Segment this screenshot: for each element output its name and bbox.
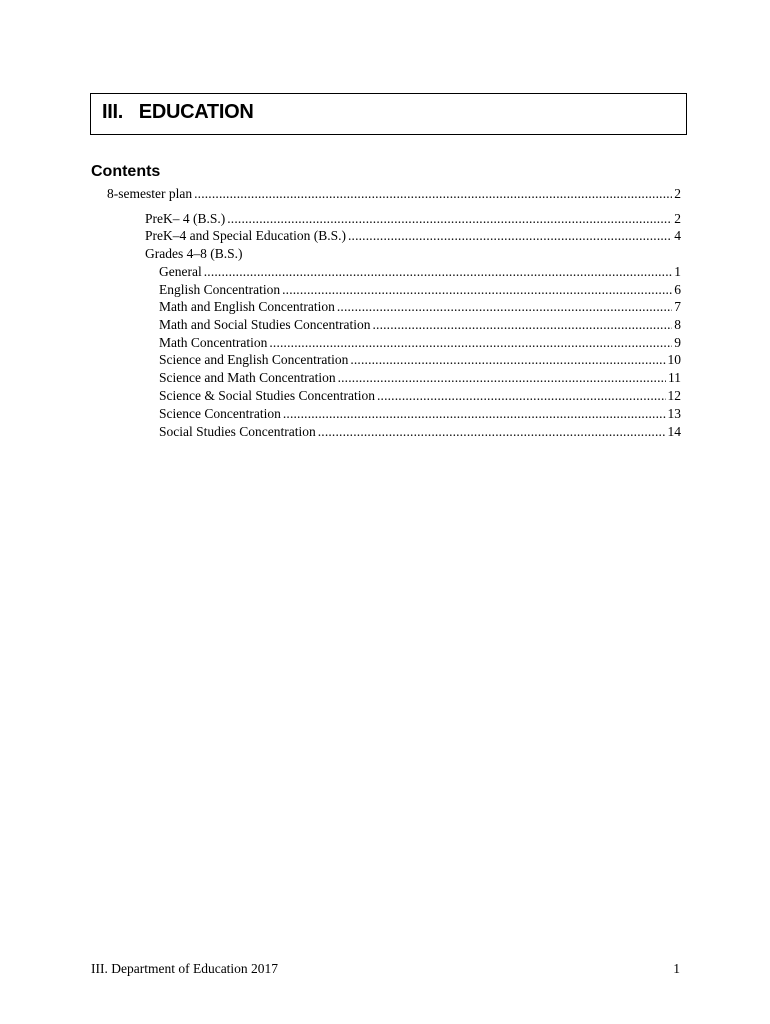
toc-leader-dots <box>282 281 672 299</box>
toc-entry-math[interactable] <box>159 334 681 352</box>
contents-heading: Contents <box>91 163 161 180</box>
toc-entry-page: 2 <box>674 211 681 226</box>
toc-entry-math-english[interactable] <box>159 298 681 316</box>
toc-entry-science-social-studies[interactable] <box>159 387 681 405</box>
footer-text: III. Department of Education 2017 <box>91 961 279 976</box>
toc-entry-semester-plan[interactable] <box>107 185 681 203</box>
toc-leader-dots <box>337 298 672 316</box>
toc-leader-dots <box>348 227 672 245</box>
toc-leader-dots <box>338 369 666 387</box>
toc-entry-math-social-studies[interactable] <box>159 316 681 334</box>
toc-entry-page: 9 <box>674 335 681 350</box>
toc-entry-page: 4 <box>674 228 681 243</box>
toc-entry-page: 13 <box>667 406 681 421</box>
toc-entry-label: Science & Social Studies Concentration <box>159 388 375 403</box>
toc-leader-dots <box>269 334 672 352</box>
section-title-box <box>90 93 687 135</box>
toc-entry-label: Math and English Concentration <box>159 299 335 314</box>
toc-leader-dots <box>318 423 666 441</box>
footer-page-number: 1 <box>673 961 680 976</box>
toc-entry-label: 8-semester plan <box>107 186 193 201</box>
toc-entry-label: General <box>159 264 202 279</box>
toc-entry-science-english[interactable] <box>159 351 681 369</box>
toc-leader-dots <box>372 316 672 334</box>
toc-leader-dots <box>377 387 666 405</box>
section-title: III. EDUCATION <box>102 101 254 123</box>
toc-leader-dots <box>350 351 665 369</box>
toc-entry-page: 1 <box>674 264 681 279</box>
toc-entry-label: Science and Math Concentration <box>159 370 336 385</box>
toc-leader-dots <box>204 263 673 281</box>
toc-leader-dots <box>283 405 666 423</box>
toc-entry-label: PreK–4 and Special Education (B.S.) <box>145 228 346 243</box>
toc-entry-page: 7 <box>674 299 681 314</box>
toc-entry-page: 11 <box>668 370 681 385</box>
toc-entry-label: English Concentration <box>159 282 281 297</box>
toc-entry-science[interactable] <box>159 405 681 423</box>
toc-entry-label: Science Concentration <box>159 406 281 421</box>
toc-grades48-heading: Grades 4–8 (B.S.) <box>145 246 243 261</box>
toc-entry-prek4-special-ed[interactable] <box>145 227 681 245</box>
toc-entry-label: PreK– 4 (B.S.) <box>145 211 226 226</box>
toc-entry-page: 10 <box>667 352 681 367</box>
toc-entry-page: 12 <box>667 388 681 403</box>
toc-entry-page: 8 <box>674 317 681 332</box>
toc-entry-label: Social Studies Concentration <box>159 424 316 439</box>
toc-entry-general[interactable] <box>159 263 681 281</box>
toc-entry-label: Science and English Concentration <box>159 352 349 367</box>
toc-entry-page: 14 <box>667 424 681 439</box>
toc-entry-label: Math Concentration <box>159 335 268 350</box>
toc-entry-page: 2 <box>674 186 681 201</box>
toc-leader-dots <box>227 210 672 228</box>
toc-entry-english[interactable] <box>159 281 681 299</box>
toc-leader-dots <box>194 185 672 203</box>
toc-entry-science-math[interactable] <box>159 369 681 387</box>
toc-entry-page: 6 <box>674 282 681 297</box>
toc-entry-social-studies[interactable] <box>159 423 681 441</box>
toc-entry-prek4[interactable] <box>145 210 681 228</box>
toc-entry-label: Math and Social Studies Concentration <box>159 317 371 332</box>
